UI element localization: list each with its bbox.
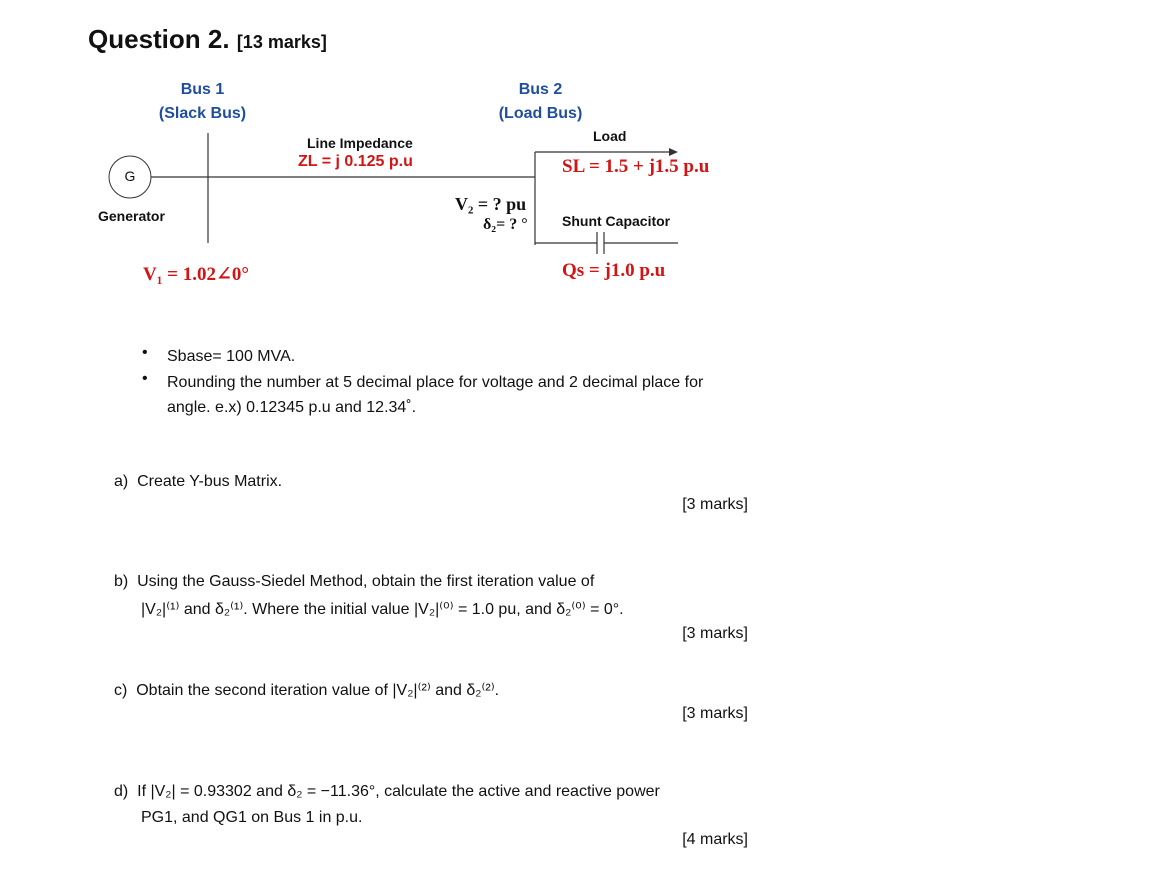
v2-value: V₂ = ? pu bbox=[455, 194, 527, 214]
part-d-marks: [4 marks] bbox=[682, 831, 748, 848]
shunt-capacitor-label: Shunt Capacitor bbox=[562, 213, 671, 229]
part-c bbox=[114, 678, 499, 703]
part-d-text-line1: If |V₂| = 0.93302 and δ₂ = −11.36°, calculate the active and reactive power bbox=[137, 783, 660, 800]
shunt-value: Qs = j1.0 p.u bbox=[562, 260, 666, 281]
bullet-dot: • bbox=[142, 344, 148, 361]
v1-value: V₁ = 1.02∠0° bbox=[143, 264, 250, 285]
part-d-label: d) bbox=[114, 783, 129, 800]
bus1-type: (Slack Bus) bbox=[158, 105, 247, 122]
part-d-line1 bbox=[114, 779, 660, 804]
question-number: Question 2. bbox=[88, 24, 230, 54]
part-c-text: Obtain the second iteration value of |V₂|⁽²⁾ and δ₂⁽²⁾. bbox=[136, 682, 500, 699]
delta2-value: δ₂= ? ° bbox=[483, 216, 528, 233]
part-a-marks: [3 marks] bbox=[682, 496, 748, 513]
part-b-text-line1: Using the Gauss-Siedel Method, obtain the first iteration value of bbox=[137, 573, 595, 590]
part-a-label: a) bbox=[114, 473, 129, 490]
part-b-line1 bbox=[114, 569, 594, 594]
question-marks: [13 marks] bbox=[236, 32, 327, 52]
generator-symbol: G bbox=[124, 168, 136, 184]
part-b-text-line2: |V₂|⁽¹⁾ and δ₂⁽¹⁾. Where the initial value |V₂|⁽⁰⁾ = 1.0 pu, and δ₂⁽⁰⁾ = 0°. bbox=[141, 601, 624, 618]
part-b-marks: [3 marks] bbox=[682, 625, 748, 642]
bullet-dot: • bbox=[142, 370, 148, 387]
part-b-label: b) bbox=[114, 573, 129, 590]
bus1-name: Bus 1 bbox=[180, 81, 225, 98]
part-a-text: Create Y-bus Matrix. bbox=[137, 473, 283, 490]
part-a bbox=[114, 469, 282, 494]
part-c-label: c) bbox=[114, 682, 128, 699]
single-line-diagram bbox=[0, 0, 1152, 300]
bullet-rounding-line1: Rounding the number at 5 decimal place for voltage and 2 decimal place for bbox=[167, 374, 704, 391]
bus2-name: Bus 2 bbox=[518, 81, 563, 98]
bullet-sbase: Sbase= 100 MVA. bbox=[167, 348, 296, 365]
line-impedance-label: Line Impedance bbox=[307, 135, 413, 151]
bullet-rounding-line2: angle. e.x) 0.12345 p.u and 12.34˚. bbox=[167, 399, 417, 416]
load-value: SL = 1.5 + j1.5 p.u bbox=[562, 156, 710, 177]
part-d-text-line2: PG1, and QG1 on Bus 1 in p.u. bbox=[141, 809, 363, 826]
part-c-marks: [3 marks] bbox=[682, 705, 748, 722]
load-label: Load bbox=[593, 128, 627, 144]
line-impedance-value: ZL = j 0.125 p.u bbox=[298, 153, 413, 170]
bus2-type: (Load Bus) bbox=[498, 105, 583, 122]
load-arrow-head bbox=[669, 148, 678, 156]
generator-label: Generator bbox=[98, 208, 165, 224]
